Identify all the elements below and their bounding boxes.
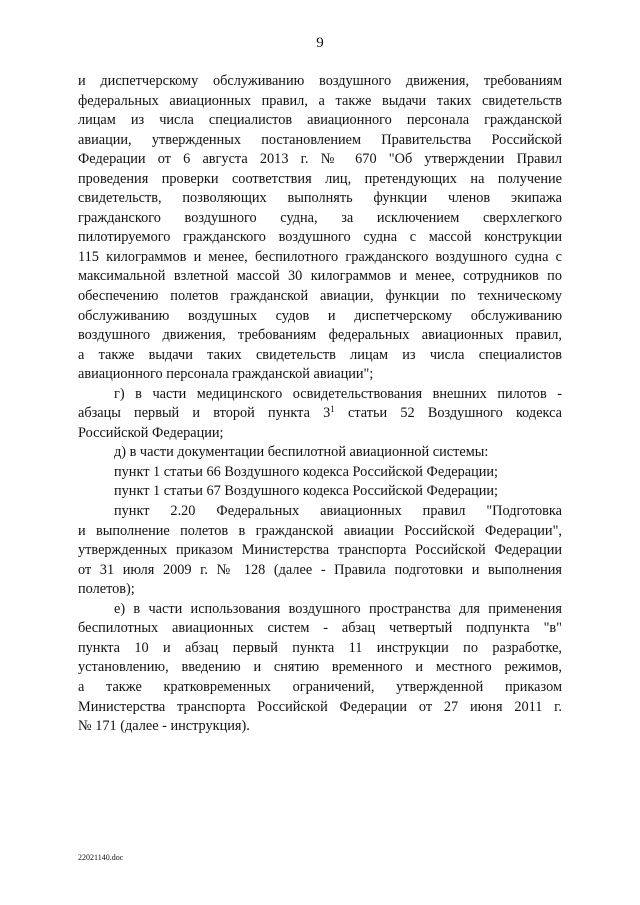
text-segment: статьи 52 Воздушного кодекса — [334, 405, 562, 422]
text-line: пункта 10 и абзац первый пункта 11 инструкции по разработке, — [78, 639, 562, 656]
text-line: воздушного движения, требованиям федеральных авиационных правил, — [78, 327, 562, 344]
text-line: 115 килограммов и менее, беспилотного гражданского воздушного судна с — [78, 248, 562, 265]
text-line: свидетельств, позволяющих выполнять функции членов экипажа — [78, 190, 562, 207]
text-line: а также выдачи таких свидетельств лицам из числа специалистов — [78, 346, 562, 363]
text-segment: абзацы первый и второй пункта 3 — [78, 405, 331, 422]
text-line: федеральных авиационных правил, а также выдачи таких свидетельств — [78, 92, 562, 109]
text-line: д) в части документации беспилотной авиационной системы: — [114, 444, 489, 461]
text-line: пункт 1 статьи 66 Воздушного кодекса Российской Федерации; — [114, 463, 499, 480]
text-line: а также кратковременных ограничений, утвержденной приказом — [78, 678, 562, 695]
text-line: обслуживанию воздушных судов и диспетчерскому обслуживанию — [78, 307, 562, 324]
text-line — [78, 404, 562, 424]
document-body — [78, 72, 562, 737]
text-line: лицам из числа специалистов авиационного персонала гражданской — [78, 112, 562, 129]
text-line: и диспетчерскому обслуживанию воздушного движения, требованиям — [78, 73, 562, 89]
text-line: проведения проверки соответствия лиц, претендующих на получение — [78, 170, 562, 187]
text-line: установлению, введению и снятию временного и местного режимов, — [78, 659, 562, 676]
text-line: утвержденных приказом Министерства транспорта Российской Федерации — [78, 542, 562, 559]
text-line: № 171 (далее - инструкция). — [78, 718, 250, 735]
text-line: г) в части медицинского освидетельствования внешних пилотов - — [114, 385, 562, 402]
text-line: от 31 июля 2009 г. № 128 (далее - Правила подготовки и выполнения — [78, 561, 562, 578]
text-line: Федерации от 6 августа 2013 г. № 670 "Об утверждении Правил — [78, 151, 562, 168]
text-line: полетов); — [78, 581, 135, 598]
text-line: и выполнение полетов в гражданской авиации Российской Федерации", — [78, 522, 562, 539]
text-line: обеспечению полетов гражданской авиации, функции по техническому — [78, 288, 562, 305]
text-line: максимальной взлетной массой 30 килограммов и менее, сотрудников по — [78, 268, 562, 285]
text-line: пункт 1 статьи 67 Воздушного кодекса Российской Федерации; — [114, 483, 499, 500]
superscript: 1 — [330, 404, 335, 415]
text-line: авиации, утвержденных постановлением Правительства Российской — [78, 131, 562, 148]
text-line: авиационного персонала гражданской авиации"; — [78, 366, 374, 383]
page-number: 9 — [316, 35, 324, 51]
text-line: пилотируемого гражданского воздушного судна с массой конструкции — [78, 229, 562, 246]
text-line: беспилотных авиационных систем - абзац четвертый подпункта "в" — [78, 620, 562, 637]
document-filename: 22021140.doc — [78, 853, 124, 862]
text-line: пункт 2.20 Федеральных авиационных правил "Подготовка — [114, 503, 562, 520]
text-line: е) в части использования воздушного пространства для применения — [114, 600, 562, 617]
text-line: гражданского воздушного судна, за исключением сверхлегкого — [78, 209, 562, 226]
text-line: Российской Федерации; — [78, 424, 224, 441]
text-line: Министерства транспорта Российской Федерации от 27 июня 2011 г. — [78, 698, 562, 715]
